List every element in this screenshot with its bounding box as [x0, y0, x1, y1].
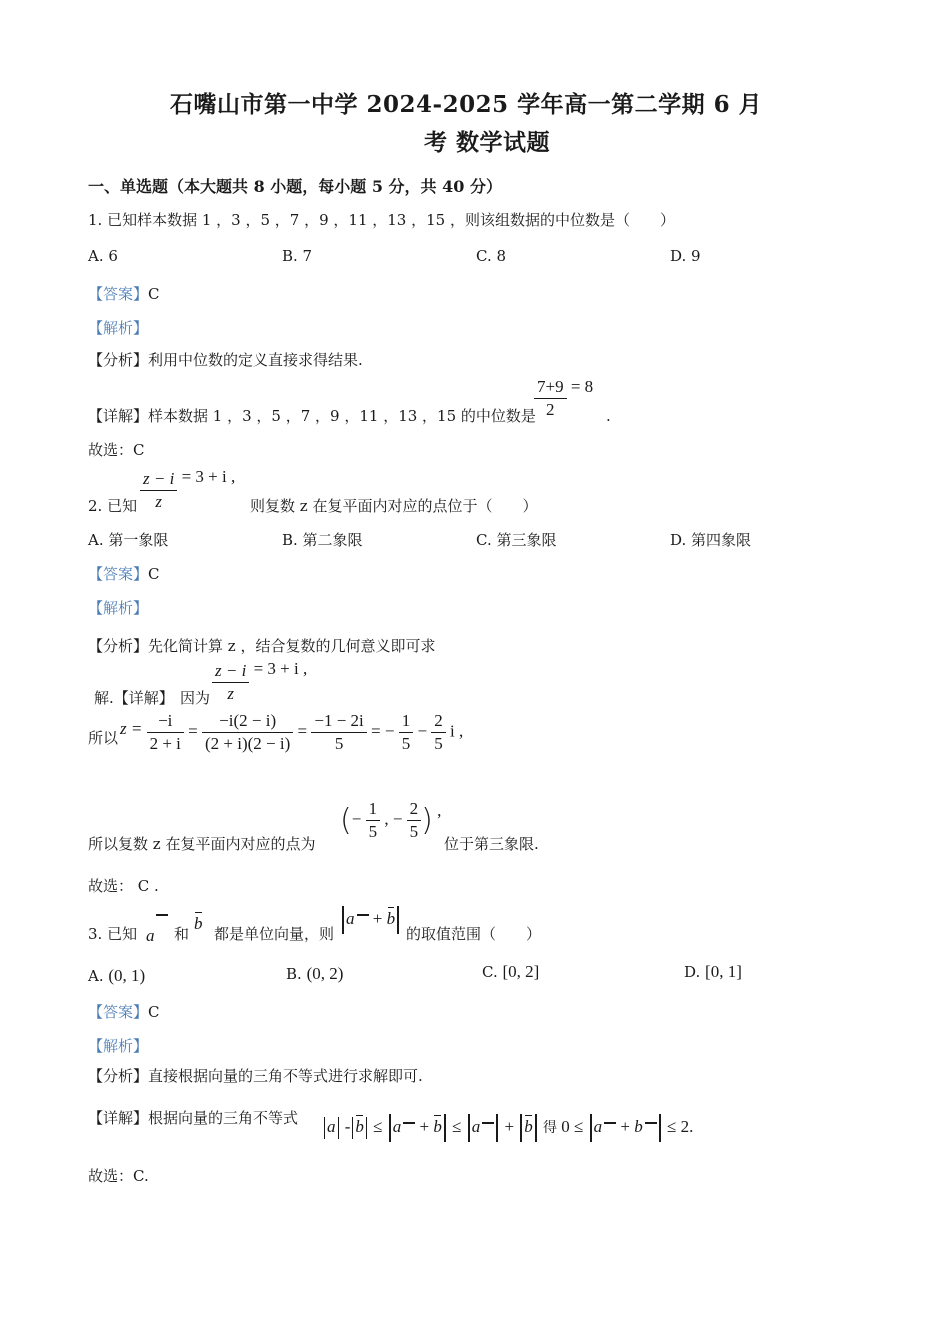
q2-point-prefix: 所以复数 z 在复平面内对应的点为 — [88, 835, 316, 853]
fenxi-text: 直接根据向量的三角不等式进行求解即可. — [148, 1067, 423, 1085]
q3-jiexi: 【解析】 — [88, 1037, 149, 1055]
q3-he: 和 — [174, 925, 190, 943]
fenxi-tag: 【分析】 — [88, 1067, 149, 1085]
q3-num: 3. 已知 — [88, 925, 138, 943]
norm-bar — [659, 1114, 661, 1142]
fraction: $\frac{-i}{2 + i}$ — [147, 710, 184, 755]
q2-option-d: D. 第四象限 — [670, 531, 752, 549]
fraction: $\frac{1}{5}$ — [366, 798, 381, 843]
norm-bar — [352, 1117, 353, 1139]
xiangjie-tag: 【详解】 — [88, 1109, 149, 1127]
fenxi-text: 利用中位数的定义直接求得结果. — [148, 351, 363, 369]
norm-bar — [590, 1114, 592, 1142]
q1-xiangjie — [88, 406, 536, 426]
q1-option-b: B. 7 — [282, 247, 313, 265]
q2-yinwei: 因为 — [180, 689, 211, 707]
q1-median-formula: $\frac{7+9}{2}$ = 8 — [534, 376, 593, 421]
norm-bar — [366, 1117, 367, 1139]
q1-jiexi: 【解析】 — [88, 319, 149, 337]
q3-norm-expression: a + b — [340, 906, 401, 934]
norm-bar — [389, 1114, 391, 1142]
q3-vector-a: a — [146, 926, 155, 945]
fenxi-text: 先化简计算 z ，结合复数的几何意义即可求 — [148, 637, 436, 655]
xiangjie-tag: 【详解】 — [88, 407, 149, 425]
answer-value: C — [148, 1003, 160, 1021]
q3-triangle-inequality: a - b ≤ a + b ≤ a + b 得 0 ≤ a + b ≤ 2. — [322, 1114, 693, 1142]
xiangjie-tag: 【详解】 — [113, 689, 174, 707]
answer-tag: 【答案】 — [88, 1003, 149, 1021]
xiangjie-text: 样本数据 1 ，3 ，5 ，7 ，9 ，11 ，13 ，15 的中位数是 — [148, 407, 536, 425]
xiangjie-text: 根据向量的三角不等式 — [148, 1109, 299, 1127]
norm-bar — [338, 1117, 339, 1139]
fraction: $\frac{-i(2 - i)}{(2 + i)(2 - i)}$ — [202, 710, 293, 755]
page-title-line1: 石嘴山市第一中学 2024-2025 学年高一第二学期 6 月 — [170, 91, 763, 118]
norm-bar — [468, 1114, 470, 1142]
q3-stem-mid: 都是单位向量，则 — [214, 925, 335, 943]
q3-option-c: C. [0, 2] — [482, 962, 540, 981]
norm-bar — [535, 1114, 537, 1142]
norm-bar — [444, 1114, 446, 1142]
fenxi-tag: 【分析】 — [88, 637, 149, 655]
q2-num: 2. 已知 — [88, 497, 138, 515]
fraction: $\frac{2}{5}$ — [407, 798, 422, 843]
vector-bar — [482, 1122, 494, 1124]
fraction: $\frac{1}{5}$ — [399, 710, 414, 755]
q3-xiangjie — [88, 1108, 298, 1128]
vector-bar — [403, 1122, 415, 1124]
q1-option-d: D. 9 — [670, 247, 701, 265]
q3-vector-b: b — [194, 914, 203, 933]
q1-answer — [88, 284, 160, 304]
vector-bar — [357, 914, 369, 916]
fraction: $\frac{z - i}{z}$ — [212, 660, 249, 705]
norm-bar — [342, 906, 344, 934]
norm-bar — [520, 1114, 522, 1142]
answer-tag: 【答案】 — [88, 285, 149, 303]
q3-answer — [88, 1002, 160, 1022]
section-heading: 一、单选题（本大题共 8 小题，每小题 5 分，共 40 分） — [88, 177, 502, 196]
norm-bar — [324, 1117, 325, 1139]
q2-point-suffix: 位于第三象限. — [444, 835, 539, 853]
q1-fenxi — [88, 350, 363, 370]
norm-bar — [397, 906, 399, 934]
q2-suoyi: 所以 — [88, 729, 119, 747]
q2-guxuan: 故选： C . — [88, 877, 159, 895]
q3-option-a: A. (0, 1) — [88, 966, 146, 985]
q2-point-coordinates: (− $\frac{1}{5}$ , − $\frac{2}{5}$ ) , — [340, 799, 442, 841]
q2-option-a: A. 第一象限 — [88, 531, 169, 549]
q2-stem-rest: 则复数 z 在复平面内对应的点位于（ ） — [250, 497, 538, 515]
vector-bar — [604, 1122, 616, 1124]
q2-jiexi: 【解析】 — [88, 599, 149, 617]
fraction: $\frac{2}{5}$ — [431, 710, 446, 755]
fenxi-tag: 【分析】 — [88, 351, 149, 369]
q1-option-c: C. 8 — [476, 247, 507, 265]
q1-stem: 1. 已知样本数据 1 ，3 ，5 ，7 ，9 ，11 ，13 ，15 ，则该组数据的中位数是（ ） — [88, 211, 675, 229]
q2-option-b: B. 第二象限 — [282, 531, 363, 549]
q1-guxuan: 故选：C — [88, 441, 145, 459]
answer-value: C — [148, 285, 160, 303]
answer-value: C — [148, 565, 160, 583]
q2-yinwei-formula: $\frac{z - i}{z}$ = 3 + i , — [212, 660, 307, 705]
q2-given-formula: $\frac{z - i}{z}$ = 3 + i , — [140, 468, 235, 513]
answer-tag: 【答案】 — [88, 565, 149, 583]
vector-bar — [645, 1122, 657, 1124]
q3-guxuan: 故选：C. — [88, 1167, 149, 1185]
q3-option-d: D. [0, 1] — [684, 962, 742, 981]
q2-fenxi — [88, 636, 435, 656]
vector-bar — [156, 914, 168, 916]
fraction: $\frac{7+9}{2}$ — [534, 376, 567, 421]
q1-option-a: A. 6 — [88, 247, 118, 265]
q2-z-calculation: z = $\frac{-i}{2 + i}$ = $\frac{-i(2 - i)}{(2 + i)(2 - i)}$ = $\frac{-1 - 2i}{5}$ = − $\frac{1}{5}$ − $\frac{2}{5}$ i , — [120, 711, 464, 753]
q2-answer — [88, 564, 160, 584]
q2-option-c: C. 第三象限 — [476, 531, 557, 549]
q1-period: . — [606, 407, 611, 425]
norm-bar — [496, 1114, 498, 1142]
fraction: $\frac{z - i}{z}$ — [140, 468, 177, 513]
page-title-line2: 考 数学试题 — [424, 129, 551, 156]
q3-fenxi — [88, 1066, 423, 1086]
q3-option-b: B. (0, 2) — [286, 964, 344, 983]
fraction: $\frac{-1 - 2i}{5}$ — [311, 710, 366, 755]
q2-jie: 解.【详解】 — [94, 689, 174, 707]
q3-stem-end: 的取值范围（ ） — [406, 925, 542, 943]
